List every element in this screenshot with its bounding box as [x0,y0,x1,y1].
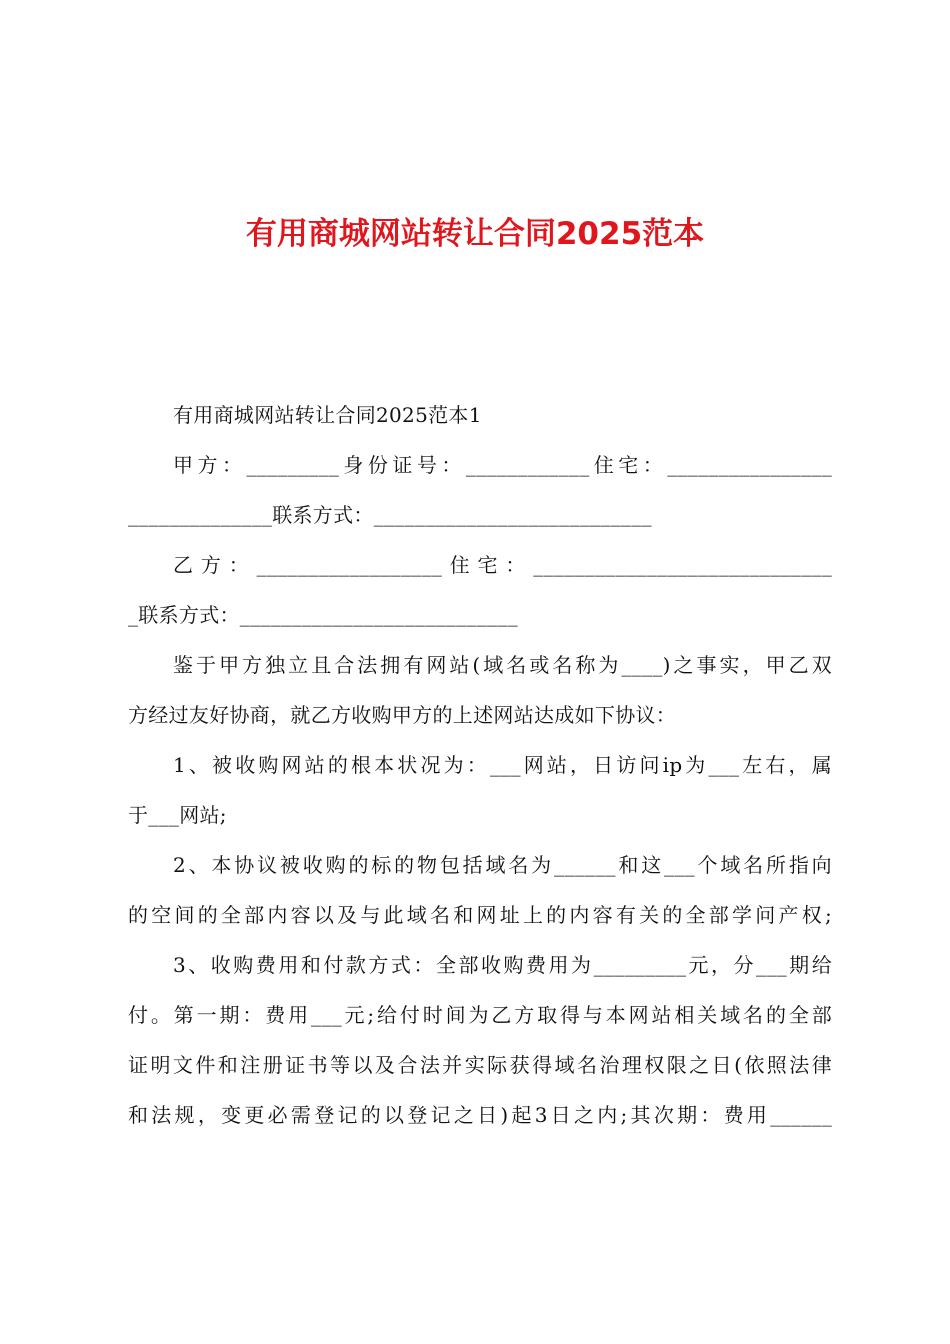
paragraph-line: 付。第一期：费用___元;给付时间为乙方取得与本网站相关域名的全部 [128,1003,832,1027]
paragraph-line: 2、本协议被收购的标的物包括域名为______和这___个域名所指向 [173,853,832,877]
paragraph-line: 于___网站; [128,803,227,827]
subtitle-line: 有用商城网站转让合同2025范本1 [173,403,482,427]
paragraph-line: 鉴于甲方独立且合法拥有网站(域名或名称为____)之事实，甲乙双 [173,653,832,677]
party-a-contact-line: ______________联系方式：___________________________ [128,503,652,527]
party-b-line: 乙方：__________________住宅：_____________________________ [173,553,832,577]
paragraph-line: 的空间的全部内容以及与此域名和网址上的内容有关的全部学问产权; [128,903,832,927]
paragraph-line: 3、收购费用和付款方式：全部收购费用为_________元，分___期给 [173,953,832,977]
party-b-contact-line: _联系方式：___________________________ [128,603,518,627]
paragraph-line: 证明文件和注册证书等以及合法并实际获得域名治理权限之日(依照法律 [128,1053,832,1077]
paragraph-line: 方经过友好协商，就乙方收购甲方的上述网站达成如下协议： [128,703,677,727]
paragraph-line: 1、被收购网站的根本状况为：___网站，日访问ip为___左右，属 [173,753,832,777]
paragraph-line: 和法规，变更必需登记的以登记之日)起3日之内;其次期：费用______ [128,1103,832,1127]
document-title: 有用商城网站转让合同2025范本 [245,216,705,252]
party-a-line: 甲方：_________身份证号：____________住宅：________________ [173,453,832,477]
